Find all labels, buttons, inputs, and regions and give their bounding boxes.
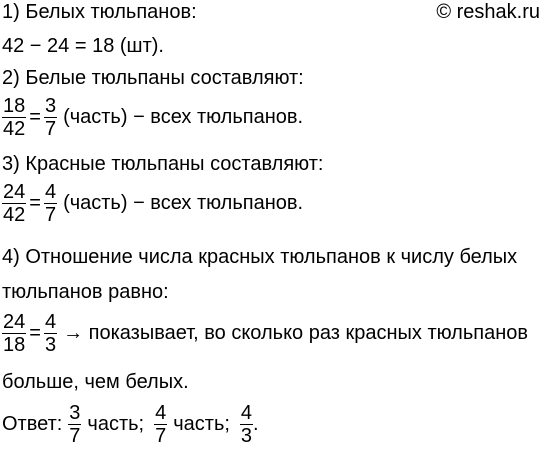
fraction-4-3	[44, 312, 57, 355]
step1-calc: 42 − 24 = 18 (шт).	[2, 35, 164, 57]
step1-label: 1) Белых тюльпанов:	[2, 1, 197, 23]
watermark: © reshak.ru	[436, 1, 540, 23]
answer-word-1: часть;	[87, 413, 145, 435]
fraction-denominator: 7	[44, 118, 57, 140]
fraction-denominator: 7	[155, 425, 167, 447]
fraction-4-7	[44, 182, 57, 225]
fraction-4-3	[240, 403, 253, 446]
fraction-denominator: 7	[69, 425, 81, 447]
fraction-numerator: 4	[44, 311, 57, 333]
fraction-numerator: 18	[3, 95, 26, 117]
equals-sign: =	[29, 322, 41, 344]
step3-tail: (часть) − всех тюльпанов.	[63, 192, 304, 214]
fraction-numerator: 4	[44, 181, 57, 203]
fraction-numerator: 3	[44, 95, 57, 117]
fraction-numerator: 3	[69, 402, 81, 424]
step4-tail-line2: больше, чем белых.	[2, 371, 189, 393]
step3-equation	[2, 182, 303, 225]
step4-label-line1: 4) Отношение числа красных тюльпанов к числу белых	[2, 246, 518, 268]
fraction-numerator: 4	[240, 402, 253, 424]
fraction-18-42	[2, 96, 26, 139]
fraction-denominator: 7	[44, 204, 57, 226]
step4-tail: → показывает, во сколько раз красных тюльпанов	[63, 322, 529, 344]
step2-equation	[2, 96, 303, 139]
fraction-numerator: 24	[3, 181, 26, 203]
fraction-numerator: 24	[3, 311, 26, 333]
equals-sign: =	[29, 106, 41, 128]
answer-word-2: часть;	[173, 413, 230, 435]
answer-line	[2, 403, 259, 446]
fraction-denominator: 42	[3, 118, 26, 140]
fraction-denominator: 3	[44, 334, 57, 356]
fraction-3-7	[44, 96, 57, 139]
fraction-3-7	[68, 403, 81, 446]
step4-equation	[2, 312, 528, 355]
fraction-24-42	[2, 182, 26, 225]
step2-tail: (часть) − всех тюльпанов.	[63, 106, 304, 128]
step2-label: 2) Белые тюльпаны составляют:	[2, 67, 304, 89]
step4-label-line2: тюльпанов равно:	[2, 281, 169, 303]
answer-label: Ответ:	[2, 413, 63, 435]
fraction-4-7	[154, 403, 167, 446]
equals-sign: =	[29, 192, 41, 214]
fraction-24-18	[2, 312, 26, 355]
fraction-denominator: 42	[3, 204, 26, 226]
fraction-denominator: 18	[3, 334, 26, 356]
step3-label: 3) Красные тюльпаны составляют:	[2, 153, 324, 175]
fraction-denominator: 3	[240, 425, 253, 447]
answer-end-period: .	[253, 413, 259, 435]
fraction-numerator: 4	[155, 402, 167, 424]
